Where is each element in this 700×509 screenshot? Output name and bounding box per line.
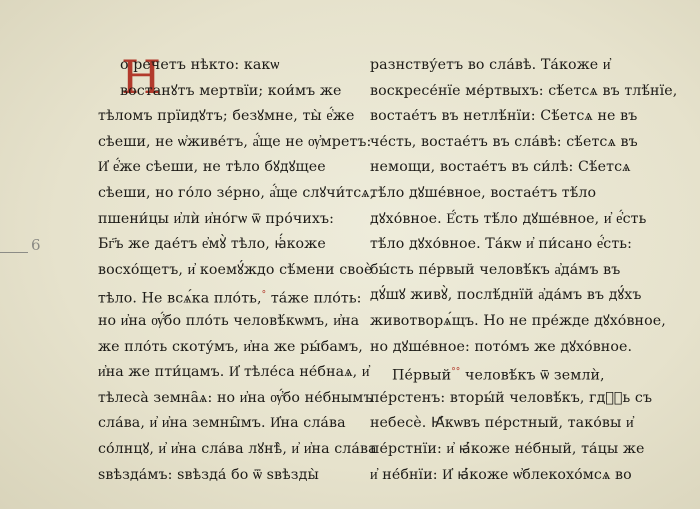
- text-line: воскресе́нїе ме́ртвыхъ: сѣ́етсѧ въ тлѣ́нїе,: [370, 82, 678, 99]
- text-line: дꙋхо́вное. Е҆́сть тѣ́ло дꙋше́вное, и҆ е҆́сть: [370, 210, 647, 227]
- text-line: же пло́ть скоту́мъ, и҆на же ры́бамъ,: [98, 338, 363, 355]
- text-line: но дꙋше́вное: пото́мъ же дꙋхо́вное.: [370, 338, 633, 355]
- text-segment: тѣло. Не всѧ́ка пло́ть,: [98, 291, 262, 308]
- text-line: тѣлеса̀ земна̑ѧ: но и҆на ѹ҆́бо не́бнымъ: [98, 389, 373, 406]
- text-line: небесѐ. Ꙗ҆́кѡвъ пе́рстный, тако́вы и҆: [370, 415, 634, 432]
- text-line: о речетъ нѣкто: какѡ: [120, 57, 280, 73]
- text-line: сѣеши, не ѡ҆живе́тъ, а҆́ще не ѹ҆мретъ:: [98, 133, 372, 150]
- text-line: немощи, востае́тъ въ си́лѣ: Сѣ́етсѧ: [370, 159, 631, 176]
- text-line: тѣломъ прїидꙋтъ; безꙋмне, ты̀ е҆́же: [98, 108, 355, 125]
- text-line: пе́рстенъ: вторы́й человѣ́къ, гдⷭ҇ь съ: [370, 389, 653, 406]
- text-line: [98, 283, 362, 309]
- drop-cap-initial: Н: [121, 50, 162, 104]
- text-line: востае́тъ въ нетлѣ́нїи: Сѣ́етсѧ не въ: [370, 108, 638, 125]
- text-line: Бг҃ъ же дае́тъ е҆мꙋ̀ тѣло, ꙗ҆́коже: [98, 236, 326, 253]
- text-line: че́сть, востае́тъ въ сла́вѣ: сѣ́етсѧ въ: [370, 133, 638, 150]
- text-line: животворѧ́щъ. Но не пре́жде дꙋхо́вное,: [370, 312, 666, 329]
- text-line: ѕвѣзда́мъ: ѕвѣзда́ бо ѿ ѕвѣзды̀: [98, 466, 319, 483]
- text-line: пе́рстнїи: и҆ ꙗ҆́коже не́бный, та́цы же: [370, 440, 645, 457]
- text-line: И҆ е҆́же сѣеши, не тѣло бꙋдꙋщее: [98, 159, 326, 176]
- left-text-column: [98, 50, 377, 488]
- text-line: дꙋ́шꙋ живꙋ̀, послѣ́днїй а҆да́мъ въ дꙋ́хъ: [370, 287, 642, 304]
- text-line: восхо́щетъ, и҆ коемꙋ́ждо сѣ́мени своѐ: [98, 261, 373, 278]
- text-line: пшени́цы и҆лѝ и҆но́гѡ ѿ про́чихъ:: [98, 210, 334, 227]
- text-line: и҆ не́бнїи: И҆ ꙗ҆́коже ѡ҆блекохо́мсѧ во: [370, 466, 632, 483]
- footnote-mark: °°: [451, 367, 461, 378]
- text-line: тѣ́ло дꙋхо́вное. Та́кѡ и҆ пи́сано е҆́сть:: [370, 236, 633, 253]
- text-segment: та́же пло́ть:: [270, 291, 362, 308]
- page-number: 6: [31, 236, 41, 254]
- footnote-mark: °: [261, 290, 267, 301]
- text-line: бы́сть пе́рвый человѣ́къ а҆да́мъ въ: [370, 261, 621, 278]
- text-line: со́лнцꙋ, и҆ и҆на сла́ва лꙋнѣ̀, и҆ и҆на сла́ва: [98, 440, 377, 457]
- text-line: разнству́етъ во сла́вѣ. Та́коже и҆: [370, 57, 611, 73]
- text-line: и҆на же пти́цамъ. И҆ тѣле́са не́бнаѧ, и҆: [98, 364, 370, 381]
- text-line: тѣ́ло дꙋше́вное, востае́тъ тѣ́ло: [370, 184, 597, 201]
- text-line: [370, 360, 628, 386]
- text-segment: человѣ́къ ѿ землѝ,: [465, 367, 605, 384]
- page-number-rule: [0, 252, 28, 253]
- text-line: востанꙋтъ мертвїи; кои́мъ же: [120, 82, 342, 99]
- text-line: сѣеши, но го́ло зе́рно, а҆́ще слꙋчи́тсѧ,: [98, 184, 375, 201]
- text-segment: Пе́рвый: [392, 367, 452, 384]
- text-line: сла́ва, и҆ и҆на земны̑мъ. И҆на сла́ва: [98, 415, 346, 432]
- text-line: но и҆на ѹ҆́бо пло́ть человѣ́кѡмъ, и҆на: [98, 312, 360, 329]
- right-text-column: [370, 53, 678, 488]
